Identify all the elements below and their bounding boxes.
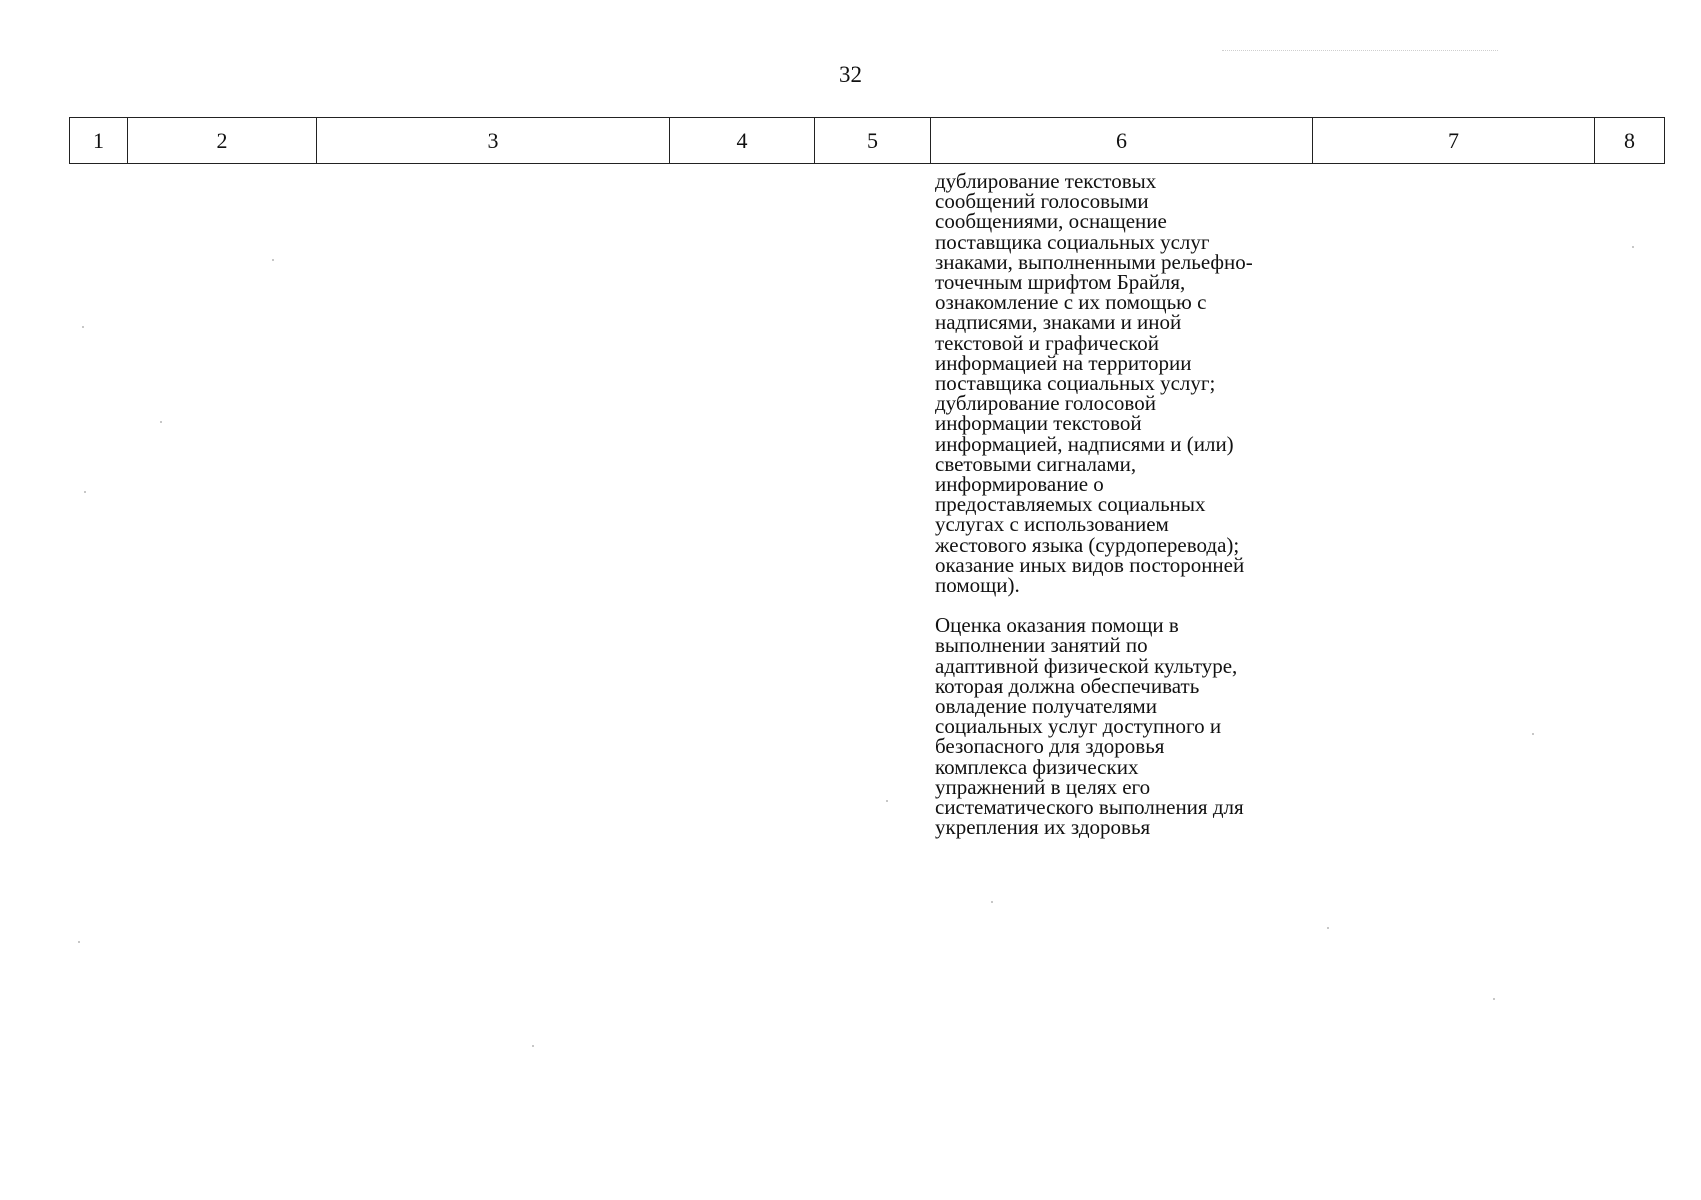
- scan-speck: [78, 941, 80, 943]
- column-number-3: 3: [317, 118, 670, 164]
- column-number-4: 4: [670, 118, 815, 164]
- scan-speck: [272, 259, 274, 261]
- column-number-8: 8: [1595, 118, 1665, 164]
- column-number-1: 1: [70, 118, 128, 164]
- scan-speck: [1493, 998, 1495, 1000]
- column-number-2: 2: [128, 118, 317, 164]
- column-6-cell-text: [935, 171, 1335, 838]
- scan-speck: [84, 491, 86, 493]
- column-number-7: 7: [1313, 118, 1595, 164]
- scan-speck: [991, 901, 993, 903]
- scan-speck: [532, 1045, 534, 1047]
- column-number-header-table: [69, 117, 1665, 164]
- scan-artifact-line: [1222, 50, 1498, 51]
- scan-speck: [1532, 733, 1534, 735]
- column-6-paragraph-1: дублирование текстовых сообщений голосовыми сообщениями, оснащение поставщика социальных услуг знаками, выполненными рельефно- точечным шрифтом Брайля, ознакомление с их помощью с надписями, знаками и иной текстовой и графической информацией на территории поставщика социальных услуг; дублирование голосовой информации текстовой информацией, надписями и (или) световыми сигналами, информирование о предоставляемых социальных услугах с использованием жестового языка (сурдоперевода); оказание иных видов посторонней помощи).: [935, 169, 1253, 598]
- scan-speck: [1632, 246, 1634, 248]
- column-number-5: 5: [815, 118, 931, 164]
- page-number: 32: [839, 62, 862, 87]
- header-row: [70, 118, 1665, 164]
- column-number-6: 6: [931, 118, 1313, 164]
- scan-speck: [160, 421, 162, 423]
- column-6-paragraph-2: Оценка оказания помощи в выполнении занятий по адаптивной физической культуре, которая должна обеспечивать овладение получателями социальных услуг доступного и безопасного для здоровья комплекса физических упражнений в целях его систематического выполнения для укрепления их здоровья: [935, 613, 1244, 840]
- scan-speck: [1327, 927, 1329, 929]
- scan-speck: [886, 800, 888, 802]
- scan-speck: [82, 326, 84, 328]
